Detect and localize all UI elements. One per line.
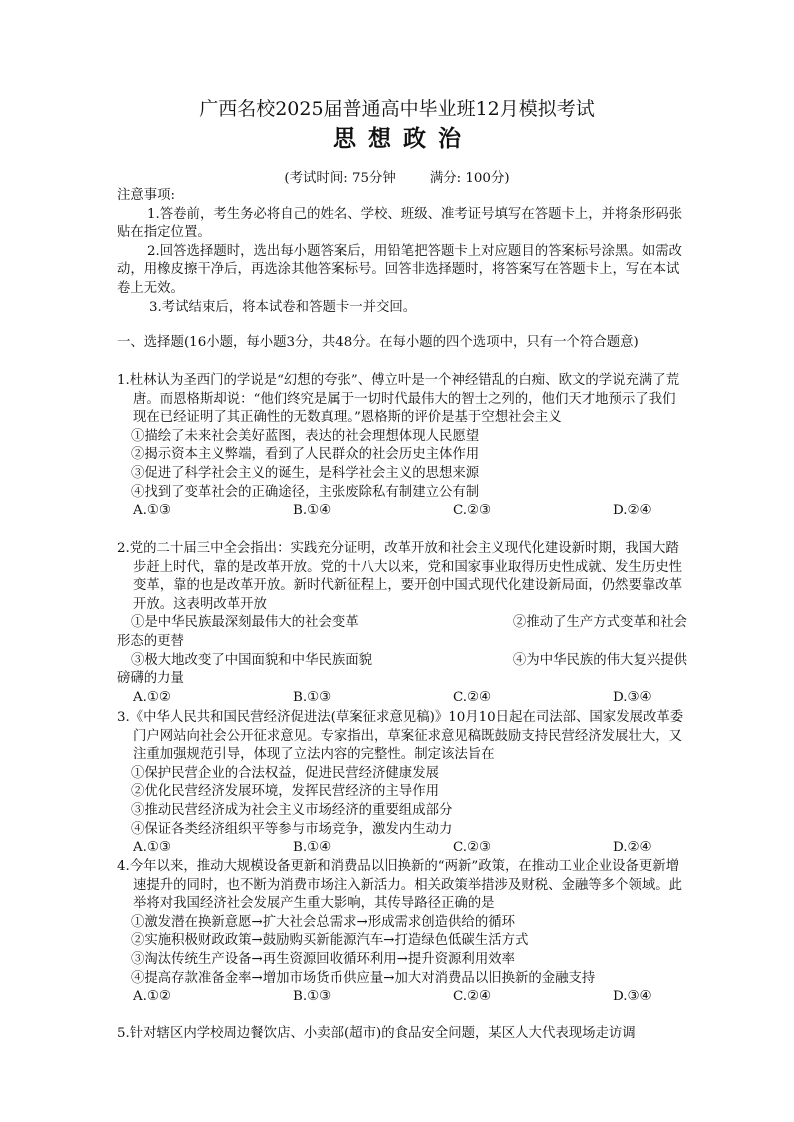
choice-d: D.②④ <box>613 840 652 856</box>
choice-a: A.①③ <box>133 503 171 519</box>
option: ①保护民营企业的合法权益，促进民营经济健康发展 <box>131 765 439 781</box>
question-stem: 5.针对辖区内学校周边餐饮店、小卖部(超市)的食品安全问题，某区人大代表现场走访调 <box>117 1026 636 1041</box>
question-2 <box>117 540 687 707</box>
choice-d: D.②④ <box>613 503 652 519</box>
note-item: 2.回答选择题时，选出每小题答案后，用铅笔把答题卡上对应题目的答案标号涂黑。如需改动，用橡皮擦干净后，再选涂其他答案标号。回答非选择题时，将答案写在答题卡上，写在本试卷上无效。 <box>117 243 683 296</box>
option: ②揭示资本主义弊端，看到了人民群众的社会历史主体作用 <box>131 447 480 463</box>
choice-d: D.③④ <box>613 989 652 1005</box>
option: ③淘汰传统生产设备→再生资源回收循环利用→提升资源利用效率 <box>131 951 515 967</box>
choice-b: B.①③ <box>293 689 332 705</box>
option-row <box>117 652 687 671</box>
option-continuation: 磅礴的力量 <box>117 671 184 687</box>
question-3 <box>117 709 687 858</box>
choice-c: C.②④ <box>453 689 492 705</box>
option: ④找到了变革社会的正确途径，主张废除私有制建立公有制 <box>131 484 480 500</box>
subject-title: 思想政治 <box>333 125 473 152</box>
option: ②优化民营经济发展环境，发挥民营经济的主导作用 <box>131 784 439 800</box>
question-stem: 4.今年以来，推动大规模设备更新和消费品以旧换新的“两新”政策，在推动工业企业设备更新增速提升的同时，也不断为消费市场注入新活力。相关政策举措涉及财税、金融等多个领域。此举将对我国经济社会发展产生重大影响，其传导路径正确的是 <box>117 859 683 912</box>
choice-a: A.①③ <box>133 840 171 856</box>
option: ②推动了生产方式变革和社会 <box>512 615 687 631</box>
choice-c: C.②④ <box>453 989 492 1005</box>
question-4 <box>117 858 687 1007</box>
option-continuation: 形态的更替 <box>117 633 184 649</box>
choice-a: A.①② <box>133 989 171 1005</box>
question-stem: 3.《中华人民共和国民营经济促进法(草案征求意见稿)》10月10日起在司法部、国家发展改革委门户网站向社会公开征求意见。专家指出，草案征求意见稿既鼓励支持民营经济发展壮大，又注重加强规范引导，体现了立法内容的完整性。制定该法旨在 <box>117 710 684 763</box>
option-row <box>117 614 687 633</box>
answer-choices <box>117 839 687 858</box>
choice-b: B.①④ <box>293 840 332 856</box>
note-item: 1.答卷前，考生务必将自己的姓名、学校、班级、准考证号填写在答题卡上，并将条形码张贴在指定位置。 <box>117 206 683 241</box>
option: ①激发潜在换新意愿→扩大社会总需求→形成需求创造供给的循环 <box>131 914 515 930</box>
question-stem: 2.党的二十届三中全会指出：实践充分证明，改革开放和社会主义现代化建设新时期，我国大踏步赶上时代，靠的是改革开放。党的十八大以来，党和国家事业取得历史性成就、发生历史性变革，靠的也是改革开放。新时代新征程上，要开创中国式现代化建设新局面，仍然要靠改革开放。这表明改革开放 <box>117 541 683 612</box>
question-5 <box>117 1025 687 1044</box>
notes-heading: 注意事项: <box>117 188 176 203</box>
answer-choices <box>117 502 687 521</box>
choice-c: C.②③ <box>453 840 492 856</box>
answer-choices <box>117 988 687 1007</box>
option: ②实施积极财政政策→鼓励购买新能源汽车→打造绿色低碳生活方式 <box>131 933 529 949</box>
notes <box>117 187 687 317</box>
answer-choices <box>117 689 687 708</box>
choice-b: B.①③ <box>293 989 332 1005</box>
choice-c: C.②③ <box>453 503 492 519</box>
question-1 <box>117 372 687 521</box>
option: ④提高存款准备金率→增加市场货币供应量→加大对消费品以旧换新的金融支持 <box>131 970 596 986</box>
section-heading: 一、选择题(16小题，每小题3分，共48分。在每小题的四个选项中，只有一个符合题意) <box>117 335 639 350</box>
option: ④为中华民族的伟大复兴提供 <box>512 652 687 668</box>
option: ①描绘了未来社会美好蓝图，表达的社会理想体现人民愿望 <box>131 428 480 444</box>
choice-b: B.①④ <box>293 503 332 519</box>
option: ③极大地改变了中国面貌和中华民族面貌 <box>131 652 373 668</box>
choice-d: D.③④ <box>613 689 652 705</box>
option: ①是中华民族最深刻最伟大的社会变革 <box>131 615 359 631</box>
exam-title: 广西名校2025届普通高中毕业班12月模拟考试 <box>199 98 595 120</box>
choice-a: A.①② <box>133 689 171 705</box>
option: ③促进了科学社会主义的诞生，是科学社会主义的思想来源 <box>131 465 480 481</box>
option: ④保证各类经济组织平等参与市场竞争，激发内生动力 <box>131 821 453 837</box>
note-item: 3.考试结束后，将本试卷和答题卡一并交回。 <box>149 299 417 315</box>
exam-info: (考试时间: 75分钟 满分: 100分) <box>284 171 510 186</box>
question-stem: 1.杜林认为圣西门的学说是“幻想的夸张”、傅立叶是一个神经错乱的白痴、欧文的学说充满了荒唐。而恩格斯却说：“他们终究是属于一切时代最伟大的智士之列的，他们天才地预示了我们现在已经证明了其正确性的无数真理。”恩格斯的评价是基于空想社会主义 <box>117 373 680 426</box>
option: ③推动民营经济成为社会主义市场经济的重要组成部分 <box>131 802 453 818</box>
